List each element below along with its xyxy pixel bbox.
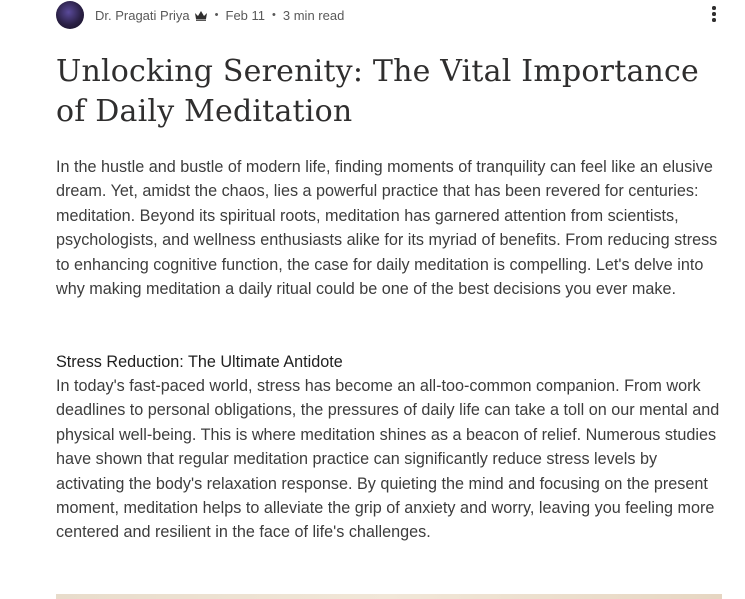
post-meta xyxy=(56,0,726,30)
meta-separator: • xyxy=(272,9,276,21)
article-title: Unlocking Serenity: The Vital Importance of Daily Meditation xyxy=(56,54,700,129)
article-intro: In the hustle and bustle of modern life, finding moments of tranquility can feel like an elusive dream. Yet, amidst the chaos, lies a powerful practice that has been revered for centuries: meditation. Beyond its spiritual roots, meditation has garnered attention from scientists, psychologists, and wellness enthusiasts alike for its myriad of benefits. From reducing stress to enhancing cognitive function, the case for daily meditation is compelling. Let's delve into why making meditation a daily ritual could be one of the best decisions you ever make. xyxy=(56,158,718,299)
crown-icon xyxy=(194,10,208,21)
read-time: 3 min read xyxy=(282,7,345,23)
author-avatar[interactable] xyxy=(56,1,84,29)
meta-separator: • xyxy=(214,9,219,21)
post-date: Feb 11 xyxy=(225,7,266,23)
author-name[interactable]: Dr. Pragati Priya xyxy=(95,7,190,23)
more-vertical-icon[interactable] xyxy=(711,6,717,22)
article-image xyxy=(56,594,722,599)
section-heading: Stress Reduction: The Ultimate Antidote xyxy=(56,353,343,371)
section-body: In today's fast-paced world, stress has become an all-too-common companion. From work deadlines to personal obligations, the pressures of daily life can take a toll on our mental and physical well-being. This is where meditation shines as a beacon of relief. Numerous studies have shown that regular meditation practice can significantly reduce stress levels by activating the body's relaxation response. By quieting the mind and focusing on the present moment, meditation helps to alleviate the grip of anxiety and worry, leaving you feeling more centered and resilient in the face of life's challenges. xyxy=(56,377,720,542)
